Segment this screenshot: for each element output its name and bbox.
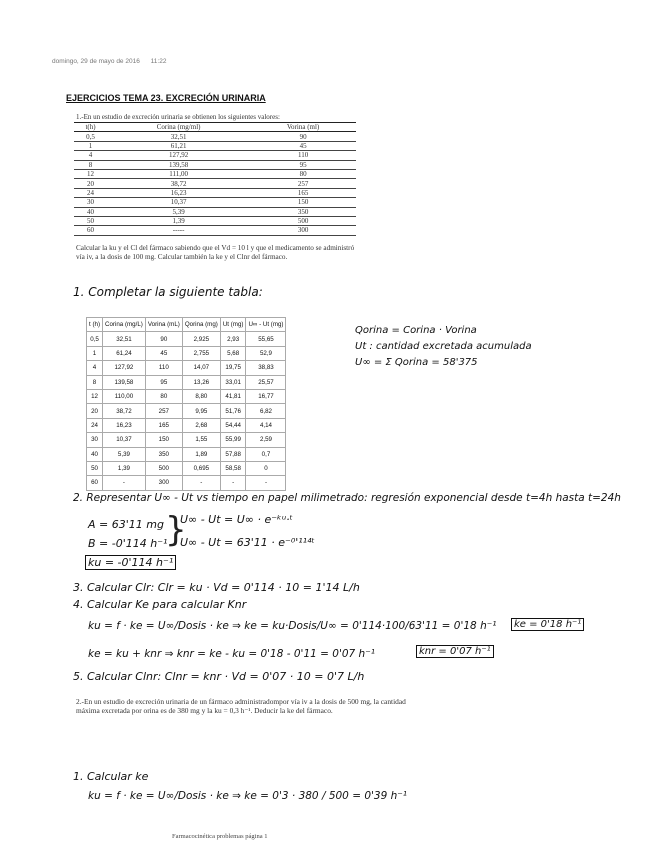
table-cell: 500 <box>145 461 182 475</box>
page-title: EJERCICIOS TEMA 23. EXCRECIÓN URINARIA <box>66 93 266 103</box>
table-header-cell: Qorina (mg) <box>182 318 220 332</box>
p1-header-corina: Corina (mg/ml) <box>107 123 250 132</box>
table-cell: 300 <box>145 476 182 490</box>
table-row <box>74 141 356 150</box>
table-cell: 90 <box>145 332 182 346</box>
table-cell: 16,23 <box>103 418 146 432</box>
table-cell: 2,68 <box>182 418 220 432</box>
table-cell: 0 <box>246 461 286 475</box>
table-cell: 20 <box>74 179 107 188</box>
table-cell: 1,55 <box>182 433 220 447</box>
table-cell: 110,00 <box>103 389 146 403</box>
table-cell: 52,9 <box>246 346 286 360</box>
table-cell: 60 <box>74 226 107 235</box>
step2-ku-box: ku = -0'114 h⁻¹ <box>85 555 176 570</box>
table-cell: 350 <box>145 447 182 461</box>
step1-heading: 1. Completar la siguiente tabla: <box>73 285 263 299</box>
table-cell: 165 <box>145 418 182 432</box>
table-cell: - <box>246 476 286 490</box>
table-cell: 5,68 <box>220 346 246 360</box>
table-cell: ----- <box>107 226 250 235</box>
table-header-cell: t (h) <box>87 318 103 332</box>
table-row <box>87 346 286 360</box>
table-cell: 38,83 <box>246 361 286 375</box>
table-row <box>87 389 286 403</box>
table-row <box>74 188 356 197</box>
table-row <box>74 216 356 225</box>
table-cell: 2,93 <box>220 332 246 346</box>
table-cell: 24 <box>74 188 107 197</box>
table-cell: 0,5 <box>87 332 103 346</box>
table-cell: 1,89 <box>182 447 220 461</box>
table-cell: 2,925 <box>182 332 220 346</box>
table-cell: 127,92 <box>107 151 250 160</box>
table-row <box>74 207 356 216</box>
table-cell: 111,00 <box>107 169 250 178</box>
table-cell: 58,58 <box>220 461 246 475</box>
step5-line: 5. Calcular Clnr: Clnr = knr · Vd = 0'07 · 10 = 0'7 L/h <box>73 670 365 683</box>
p2-step1-line: ku = f · ke = U∞/Dosis · ke ⇒ ke = 0'3 · 380 / 500 = 0'39 h⁻¹ <box>88 790 408 802</box>
table-cell: 50 <box>74 216 107 225</box>
table-cell: 4,14 <box>246 418 286 432</box>
table-cell: 95 <box>250 160 356 169</box>
note-qorina: Qorina = Corina · Vorina <box>355 325 477 336</box>
table-cell: 10,37 <box>107 198 250 207</box>
step2-eq2: U∞ - Ut = 63'11 · e⁻⁰'¹¹⁴ᵗ <box>180 536 315 549</box>
table-cell: 16,77 <box>246 389 286 403</box>
table-cell: 55,65 <box>246 332 286 346</box>
table-cell: 45 <box>145 346 182 360</box>
table-cell: 5,39 <box>107 207 250 216</box>
page-date: domingo, 29 de mayo de 2016 <box>52 58 140 65</box>
table-cell: 1 <box>87 346 103 360</box>
step2-b: B = -0'114 h⁻¹ <box>88 537 168 550</box>
table-header-cell: Vorina (mL) <box>145 318 182 332</box>
page-date-time <box>52 58 166 65</box>
table-row <box>87 461 286 475</box>
table-cell: 54,44 <box>220 418 246 432</box>
table-cell: - <box>182 476 220 490</box>
brace-symbol: } <box>165 510 187 550</box>
table-cell: 1,39 <box>107 216 250 225</box>
table-cell: 1 <box>74 141 107 150</box>
table-row <box>74 132 356 141</box>
table-cell: 150 <box>250 198 356 207</box>
table-cell: 19,75 <box>220 361 246 375</box>
table-cell: 16,23 <box>107 188 250 197</box>
table-cell: 45 <box>250 141 356 150</box>
problem2-text: 2.-En un estudio de excreción urinaria de un fármaco administradompor vía iv a la dosis de 500 mg, la cantidad máxima excretada por orina es de 380 mg y la ku = 0,3 h⁻¹. Deducir la ke del fármaco. <box>76 697 406 716</box>
table-cell: 8 <box>74 160 107 169</box>
table-cell: 25,57 <box>246 375 286 389</box>
table-cell: 165 <box>250 188 356 197</box>
table-row <box>74 179 356 188</box>
table-cell: 55,99 <box>220 433 246 447</box>
table-cell: 51,76 <box>220 404 246 418</box>
table-row <box>87 375 286 389</box>
step4-heading: 4. Calcular Ke para calcular Knr <box>73 598 247 611</box>
page-time: 11:22 <box>150 58 167 65</box>
table-cell: 1,39 <box>103 461 146 475</box>
table-cell: 4 <box>74 151 107 160</box>
step2-heading: 2. Representar U∞ - Ut vs tiempo en papel milimetrado: regresión exponencial desde t=4h hasta t=24h <box>73 492 621 504</box>
table-cell: 90 <box>250 132 356 141</box>
table-cell: 80 <box>145 389 182 403</box>
table-cell: 60 <box>87 476 103 490</box>
table-row <box>87 418 286 432</box>
step2-eq1: U∞ - Ut = U∞ · e⁻ᵏᵘ·ᵗ <box>180 513 293 526</box>
table-cell: 9,95 <box>182 404 220 418</box>
table-cell: 38,72 <box>107 179 250 188</box>
table-cell: 57,88 <box>220 447 246 461</box>
table-cell: 139,58 <box>103 375 146 389</box>
table-row <box>74 198 356 207</box>
table-row <box>74 151 356 160</box>
table-cell: 150 <box>145 433 182 447</box>
table-cell: 95 <box>145 375 182 389</box>
table-cell: 4 <box>87 361 103 375</box>
table-cell: 33,01 <box>220 375 246 389</box>
table-cell: 80 <box>250 169 356 178</box>
table-cell: 2,59 <box>246 433 286 447</box>
table-cell: 20 <box>87 404 103 418</box>
table-cell: 2,755 <box>182 346 220 360</box>
table-cell: 0,7 <box>246 447 286 461</box>
table-cell: 30 <box>74 198 107 207</box>
table-cell: 40 <box>74 207 107 216</box>
table-cell: 500 <box>250 216 356 225</box>
table-cell: 40 <box>87 447 103 461</box>
table-header-cell: U∞ - Ut (mg) <box>246 318 286 332</box>
table-row <box>87 433 286 447</box>
step2-a: A = 63'11 mg <box>88 518 164 531</box>
step4-box1: ke = 0'18 h⁻¹ <box>511 618 584 631</box>
table-cell: 32,51 <box>103 332 146 346</box>
table-cell: 13,26 <box>182 375 220 389</box>
table-row <box>87 332 286 346</box>
table-cell: 257 <box>145 404 182 418</box>
table-cell: 50 <box>87 461 103 475</box>
table-row <box>74 160 356 169</box>
table-cell: 38,72 <box>103 404 146 418</box>
step4-line1: ku = f · ke = U∞/Dosis · ke ⇒ ke = ku·Dosis/U∞ = 0'114·100/63'11 = 0'18 h⁻¹ <box>88 620 497 632</box>
p1-header-vorina: Vorina (ml) <box>250 123 356 132</box>
table-cell: 0,695 <box>182 461 220 475</box>
table-cell: 300 <box>250 226 356 235</box>
note-uinf: U∞ = Σ Qorina = 58'375 <box>355 357 478 368</box>
table-row <box>87 476 286 490</box>
step4-line2: ke = ku + knr ⇒ knr = ke - ku = 0'18 - 0'11 = 0'07 h⁻¹ <box>88 648 375 660</box>
note-ut: Ut : cantidad excretada acumulada <box>355 341 532 352</box>
p1-header-t: t(h) <box>74 123 107 132</box>
table-cell: 6,82 <box>246 404 286 418</box>
table-cell: 257 <box>250 179 356 188</box>
table-cell: 61,21 <box>107 141 250 150</box>
table-cell: 61,24 <box>103 346 146 360</box>
table-header-cell: Corina (mg/L) <box>103 318 146 332</box>
table-cell: 14,07 <box>182 361 220 375</box>
p2-step1-heading: 1. Calcular ke <box>73 770 149 783</box>
table-cell: 139,58 <box>107 160 250 169</box>
problem1-question: Calcular la ku y el Cl del fármaco sabiendo que el Vd = 10 l y que el medicamento se administró vía iv, a la dosis de 100 mg. Calcular también la ke y el Clnr del fármaco. <box>76 244 355 262</box>
table-cell: 110 <box>145 361 182 375</box>
step4-box2: knr = 0'07 h⁻¹ <box>416 645 494 658</box>
table-cell: 8,80 <box>182 389 220 403</box>
table-cell: 110 <box>250 151 356 160</box>
page-footer: Farmacocinética problemas página 1 <box>172 833 268 840</box>
table-cell: 12 <box>74 169 107 178</box>
table-cell: 10,37 <box>103 433 146 447</box>
table-cell: 350 <box>250 207 356 216</box>
table-cell: 5,39 <box>103 447 146 461</box>
table-row <box>74 169 356 178</box>
table-cell: - <box>103 476 146 490</box>
problem1-intro: 1.-En un estudio de excreción urinaria se obtienen los siguientes valores: <box>76 113 280 121</box>
table-cell: 12 <box>87 389 103 403</box>
table-cell: 41,81 <box>220 389 246 403</box>
table-row <box>74 226 356 235</box>
table-cell: 30 <box>87 433 103 447</box>
table-header-cell: Ut (mg) <box>220 318 246 332</box>
step3-line: 3. Calcular Clr: Clr = ku · Vd = 0'114 · 10 = 1'14 L/h <box>73 581 360 594</box>
table-cell: 0,5 <box>74 132 107 141</box>
completed-table <box>86 317 286 491</box>
table-cell: - <box>220 476 246 490</box>
table-cell: 127,92 <box>103 361 146 375</box>
table-cell: 32,51 <box>107 132 250 141</box>
table-row <box>87 404 286 418</box>
table-cell: 8 <box>87 375 103 389</box>
problem1-table <box>74 122 356 236</box>
table-row <box>87 447 286 461</box>
table-row <box>87 361 286 375</box>
table-cell: 24 <box>87 418 103 432</box>
